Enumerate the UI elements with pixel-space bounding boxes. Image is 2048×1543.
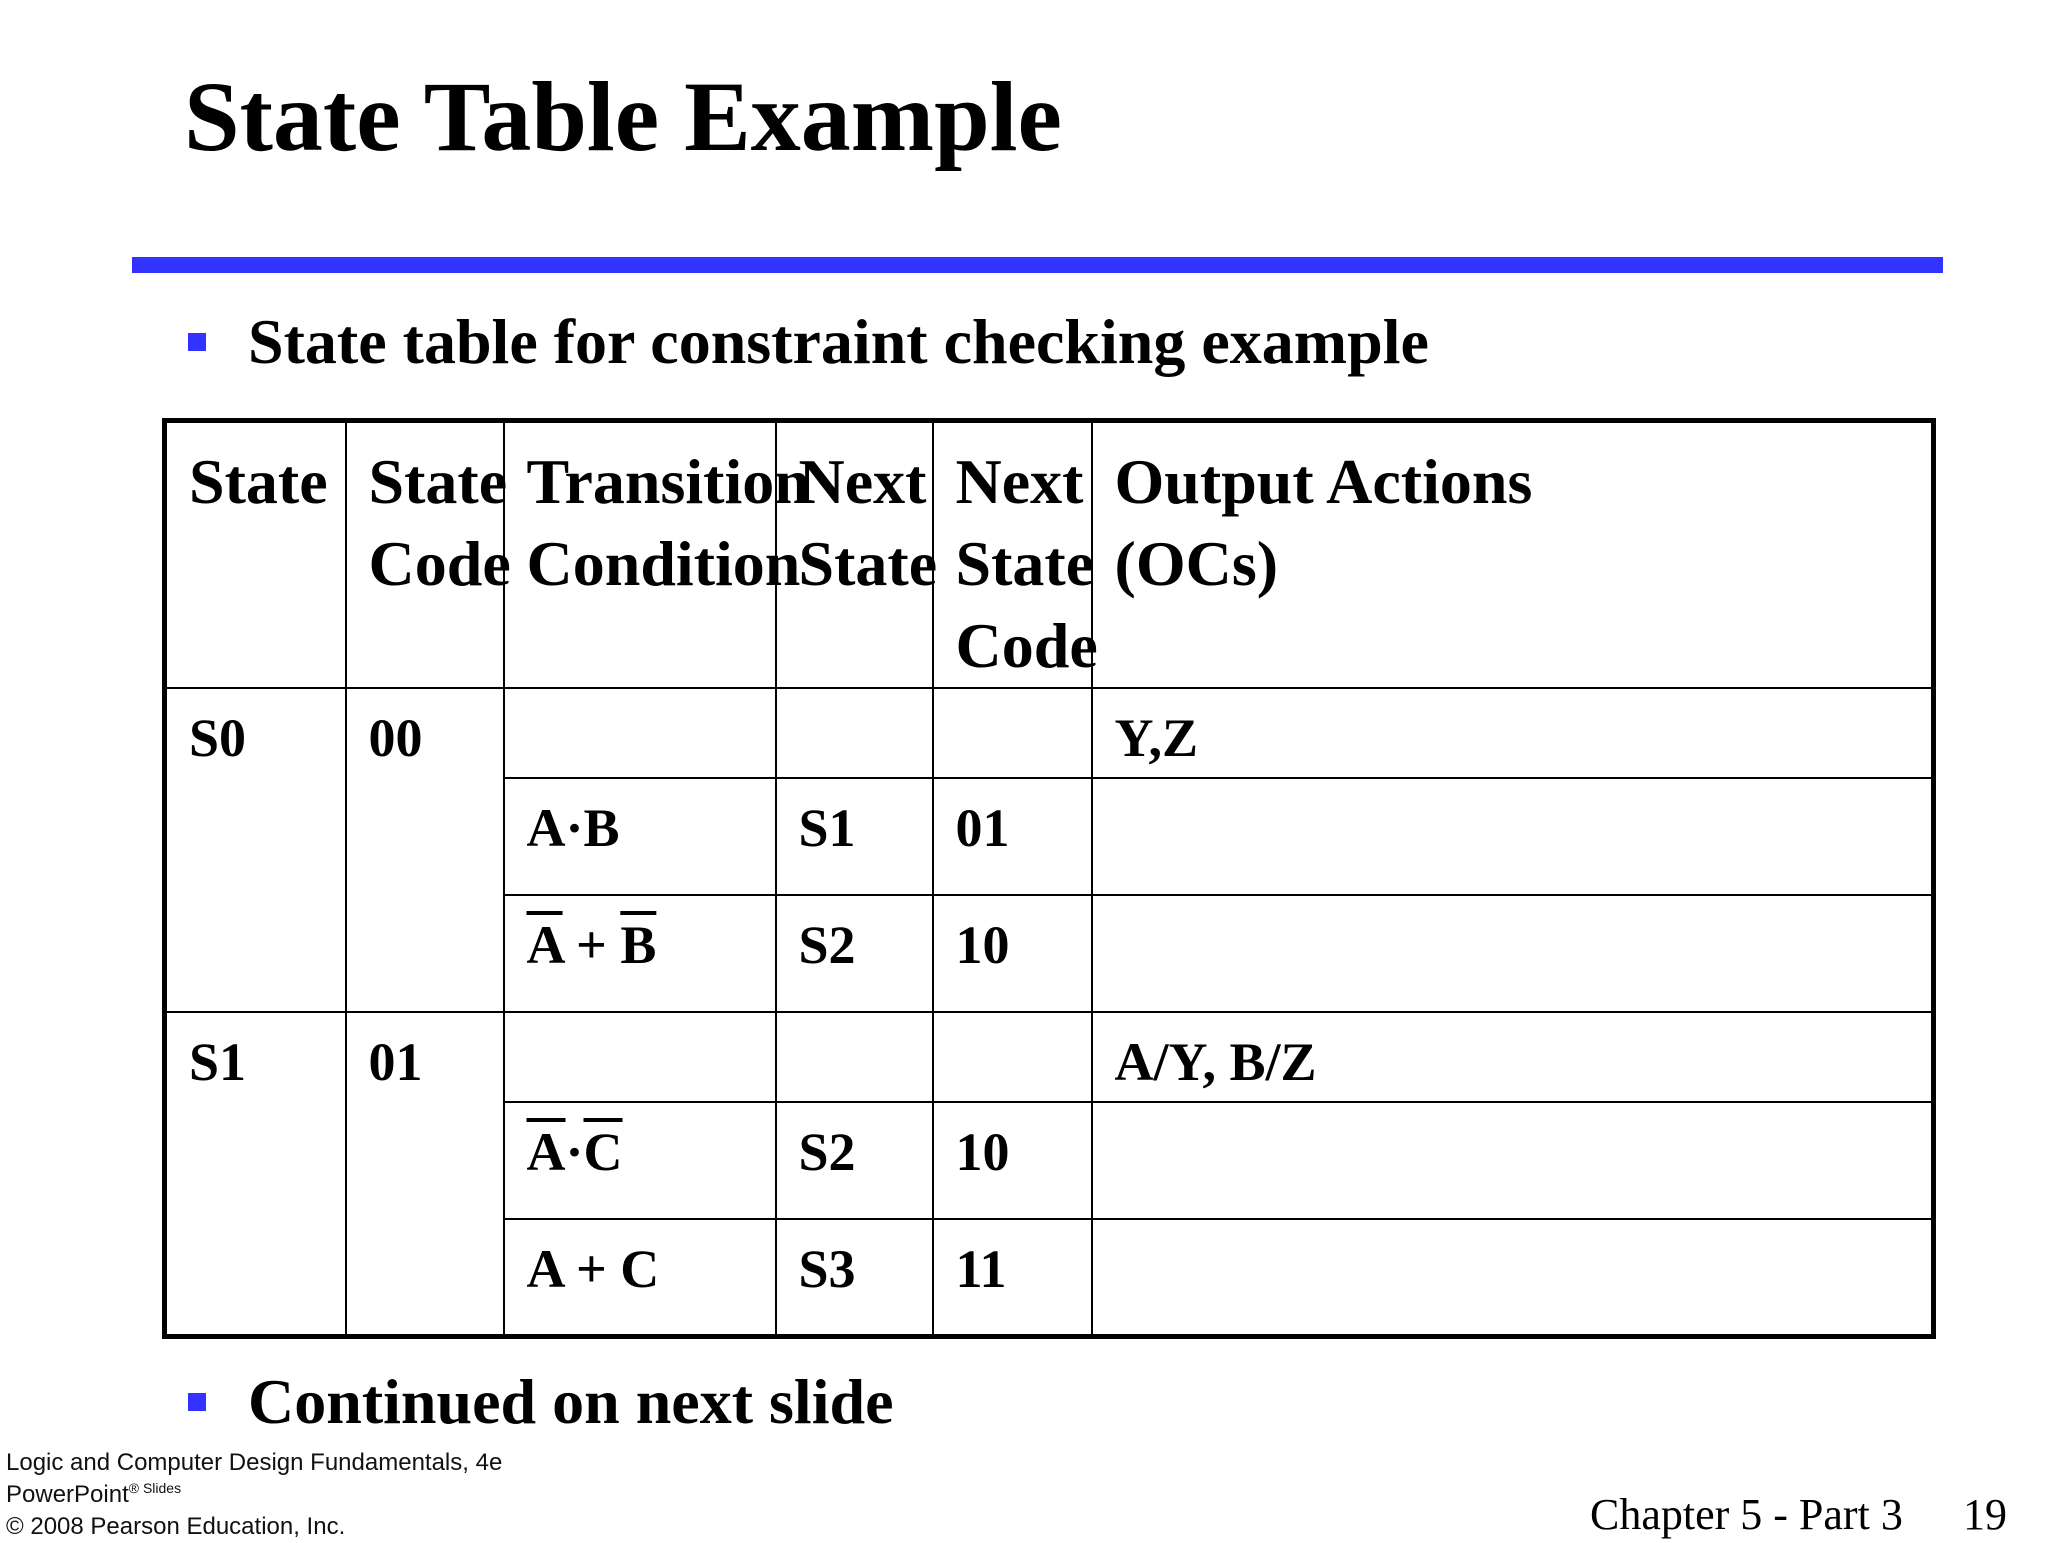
bullet-square-icon <box>188 333 206 351</box>
table-header-row <box>165 421 1934 689</box>
header-next-state: Next State <box>776 421 933 689</box>
cell-output-actions <box>1092 778 1934 895</box>
cell-next-state: S2 <box>776 1102 933 1219</box>
bullet-item <box>188 1365 893 1439</box>
cell-next-state-code: 11 <box>933 1219 1092 1336</box>
header-transition-condition: Transition Condition <box>504 421 776 689</box>
table-row <box>165 1012 1934 1102</box>
cell-state-code: 00 <box>346 688 504 1012</box>
title-rule <box>132 257 1943 273</box>
table-row <box>165 688 1934 778</box>
cell-next-state-code: 10 <box>933 1102 1092 1219</box>
cell-transition-condition: $\overline{A}\cdot\overline{C}$ <box>504 1102 776 1219</box>
book-slides-line: PowerPoint$^{® Slides}$ <box>6 1480 182 1508</box>
bullet-text: Continued on next slide <box>248 1366 894 1437</box>
cell-next-state <box>776 1012 933 1102</box>
cell-output-actions: Y,Z <box>1092 688 1934 778</box>
header-state-code: State Code <box>346 421 504 689</box>
cell-transition-condition: A·B <box>504 778 776 895</box>
cell-next-state-code <box>933 1012 1092 1102</box>
cell-transition-condition: $\overline{A} + \overline{B}$ <box>504 895 776 1012</box>
bullet-square-icon <box>188 1393 206 1411</box>
cell-output-actions <box>1092 895 1934 1012</box>
header-output-actions: Output Actions (OCs) <box>1092 421 1934 689</box>
cell-next-state <box>776 688 933 778</box>
slide-title: State Table Example <box>184 61 1062 172</box>
cell-transition-condition: A + C <box>504 1219 776 1336</box>
header-next-state-code: Next State Code <box>933 421 1092 689</box>
cell-state-code: 01 <box>346 1012 504 1336</box>
cell-state: S1 <box>165 1012 346 1336</box>
cell-next-state: S3 <box>776 1219 933 1336</box>
book-info <box>6 1447 502 1543</box>
cell-next-state: S2 <box>776 895 933 1012</box>
bullet-text: State table for constraint checking example <box>248 306 1429 377</box>
cell-next-state: S1 <box>776 778 933 895</box>
cell-output-actions <box>1092 1102 1934 1219</box>
book-title-line: Logic and Computer Design Fundamentals, 4e <box>6 1449 503 1476</box>
bullet-item <box>188 305 1429 379</box>
cell-state: S0 <box>165 688 346 1012</box>
cell-next-state-code: 10 <box>933 895 1092 1012</box>
cell-next-state-code: 01 <box>933 778 1092 895</box>
cell-output-actions <box>1092 1219 1934 1336</box>
header-state: State <box>165 421 346 689</box>
cell-next-state-code <box>933 688 1092 778</box>
cell-transition-condition <box>504 688 776 778</box>
cell-transition-condition <box>504 1012 776 1102</box>
book-copyright-line: © 2008 Pearson Education, Inc. <box>6 1513 346 1540</box>
footer-chapter: Chapter 5 - Part 3 <box>1590 1490 1903 1539</box>
cell-output-actions: A/Y, B/Z <box>1092 1012 1934 1102</box>
page-number: 19 <box>1963 1490 2007 1539</box>
state-table <box>162 418 1936 1339</box>
